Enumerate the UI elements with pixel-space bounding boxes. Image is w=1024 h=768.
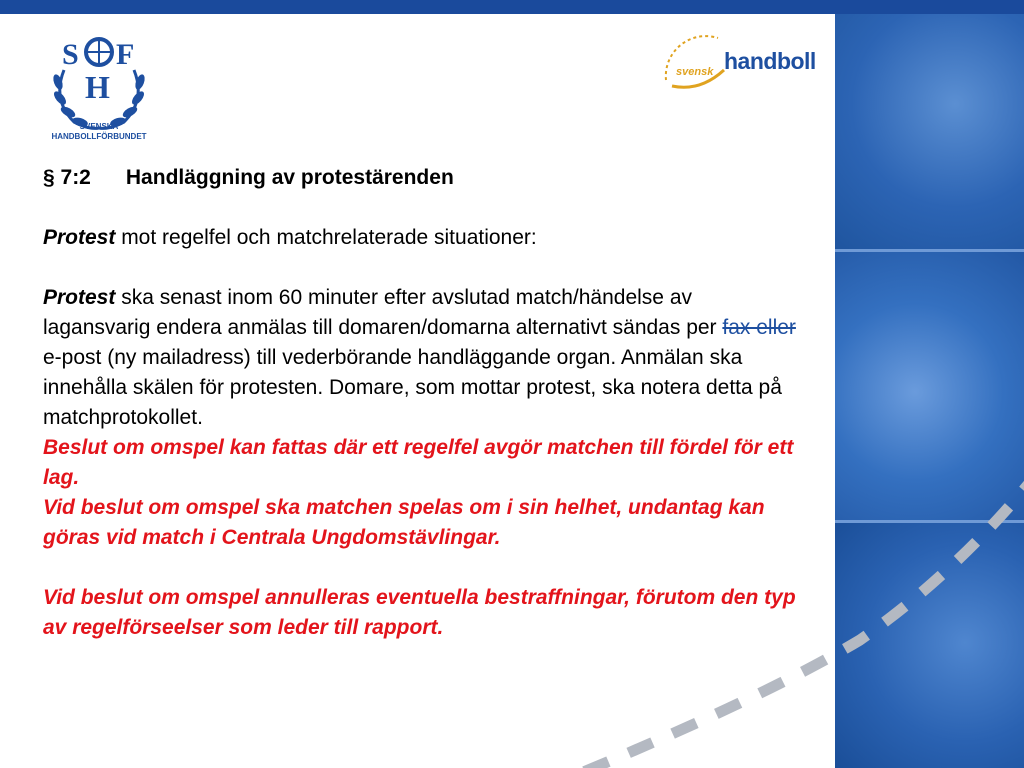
slide-content <box>43 163 803 643</box>
svg-text:F: F <box>116 38 135 71</box>
protest-keyword: Protest <box>43 226 116 249</box>
paragraph-2-text-a: ska senast inom 60 minuter efter avslutad match/händelse av lagansvarig endera anmälas till domaren/domarna alternativt sändas per <box>43 286 723 339</box>
player-photo-middle <box>835 252 1024 520</box>
paragraph-2 <box>43 283 803 433</box>
heading-number: § 7:2 <box>43 166 91 189</box>
heading-title: Handläggning av protestärenden <box>125 166 454 189</box>
protest-keyword: Protest <box>43 286 116 309</box>
svensk-text: svensk <box>676 66 714 78</box>
player-photo-top <box>835 14 1024 249</box>
paragraph-1-text: mot regelfel och matchrelaterade situationer: <box>115 226 537 249</box>
top-bar <box>0 0 1024 14</box>
svg-text:S: S <box>62 38 79 71</box>
red-note-3: Vid beslut om omspel annulleras eventuella bestraffningar, förutom den typ av regelförseelser som leder till rapport. <box>43 586 796 639</box>
sof-caption-line2: HANDBOLLFÖRBUNDET <box>51 132 147 141</box>
player-photo-bottom <box>835 523 1024 768</box>
struck-text: fax eller <box>722 316 796 339</box>
paragraph-1 <box>43 223 803 253</box>
red-note-2: Vid beslut om omspel ska matchen spelas om i sin helhet, undantag kan göras vid match i Centrala Ungdomstävlingar. <box>43 496 765 549</box>
paragraph-2-text-b: e-post (ny mailadress) till vederbörande handläggande organ. Anmälan ska innehålla skälen för protesten. Domare, som mottar protest, ska notera detta på matchprotokollet. <box>43 346 782 429</box>
handboll-text: handboll <box>724 48 816 74</box>
section-heading <box>43 163 803 193</box>
sof-caption-line1: SVENSKA <box>79 122 119 131</box>
player-photo-panel <box>835 14 1024 768</box>
red-note-1: Beslut om omspel kan fattas där ett regelfel avgör matchen till fördel för ett lag. <box>43 436 794 489</box>
svg-text:H: H <box>85 69 110 105</box>
sof-caption <box>30 122 168 142</box>
